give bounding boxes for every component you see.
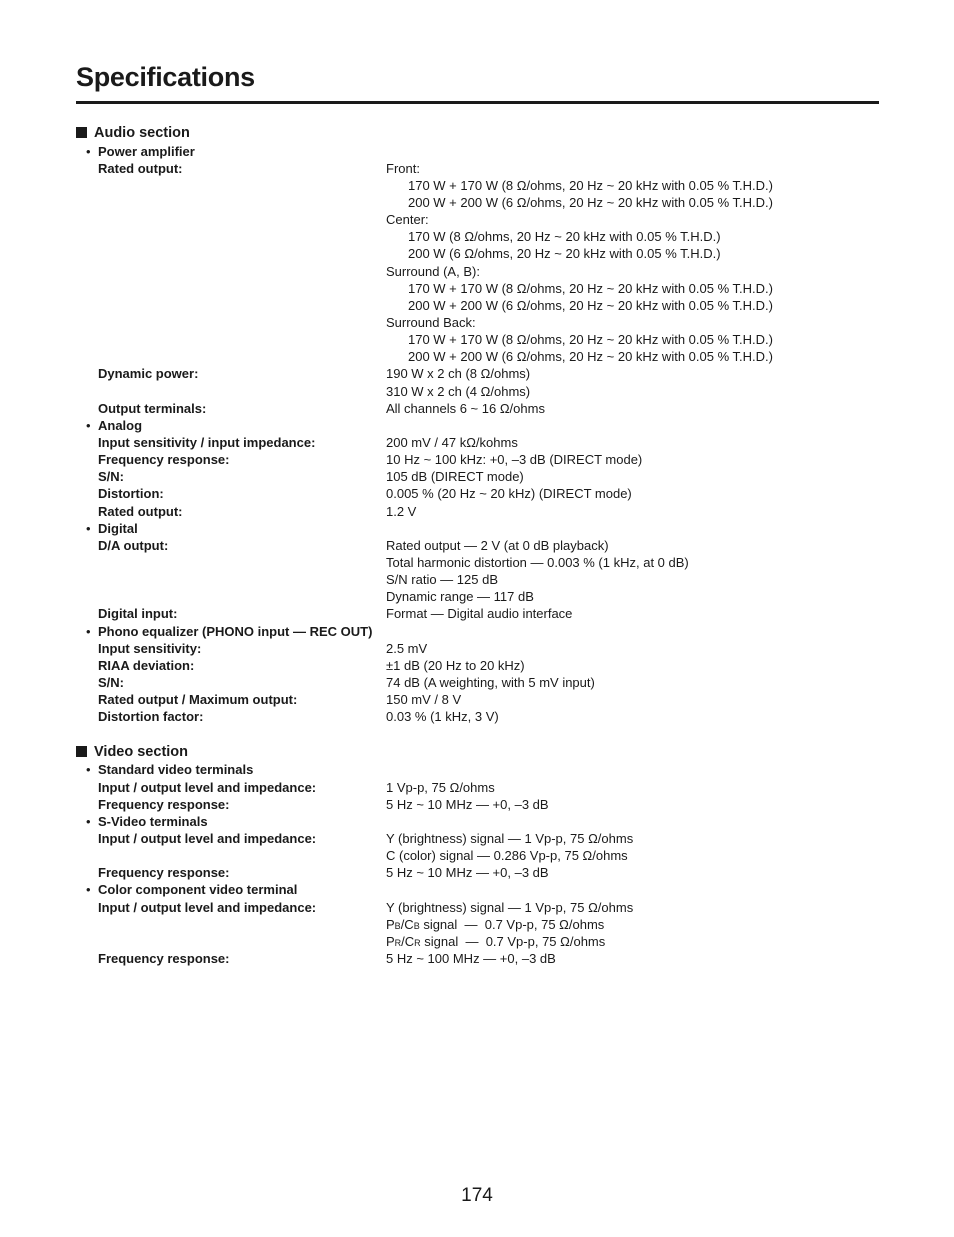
svideo-io-value-1: Y (brightness) signal — 1 Vp-p, 75 Ω/ohms: [386, 831, 634, 846]
standard-io-value: 1 Vp-p, 75 Ω/ohms: [386, 780, 495, 795]
digital-input-label: Digital input:: [98, 606, 178, 621]
audio-section-heading: Audio section: [76, 125, 190, 142]
surround-8ohm-value: 170 W + 170 W (8 Ω/ohms, 20 Hz ~ 20 kHz with 0.05 % T.H.D.): [408, 281, 773, 296]
component-io-value-1: Y (brightness) signal — 1 Vp-p, 75 Ω/ohms: [386, 900, 634, 915]
svideo-freq-label: Frequency response:: [98, 865, 230, 880]
component-pb-value: PB/CB signal — 0.7 Vp-p, 75 Ω/ohms: [386, 917, 605, 932]
output-terminals-label: Output terminals:: [98, 401, 207, 416]
input-sensitivity-value: 200 mV / 47 kΩ/kohms: [386, 435, 518, 450]
center-label: Center:: [386, 212, 429, 227]
analog-rated-output-value: 1.2 V: [386, 504, 417, 519]
frequency-response-label: Frequency response:: [98, 452, 230, 467]
phono-equalizer-heading: Phono equalizer (PHONO input — REC OUT): [98, 624, 373, 639]
component-pr-value: PR/CR signal — 0.7 Vp-p, 75 Ω/ohms: [386, 934, 606, 949]
riaa-deviation-value: ±1 dB (20 Hz to 20 kHz): [386, 658, 525, 673]
svideo-io-value-2: C (color) signal — 0.286 Vp-p, 75 Ω/ohms: [386, 848, 628, 863]
center-8ohm-value: 170 W (8 Ω/ohms, 20 Hz ~ 20 kHz with 0.05 % T.H.D.): [408, 229, 721, 244]
da-output-value-4: Dynamic range — 117 dB: [386, 589, 534, 604]
component-freq-label: Frequency response:: [98, 951, 230, 966]
rated-output-label: Rated output:: [98, 161, 183, 176]
distortion-label: Distortion:: [98, 486, 164, 501]
digital-input-value: Format — Digital audio interface: [386, 606, 573, 621]
analog-heading: Analog: [98, 418, 143, 433]
phono-output-label: Rated output / Maximum output:: [98, 692, 298, 707]
standard-freq-label: Frequency response:: [98, 797, 230, 812]
phono-output-value: 150 mV / 8 V: [386, 692, 462, 707]
bullet-icon: •: [86, 814, 91, 829]
bullet-icon: •: [86, 882, 91, 897]
surround-back-8ohm-value: 170 W + 170 W (8 Ω/ohms, 20 Hz ~ 20 kHz with 0.05 % T.H.D.): [408, 332, 773, 347]
power-amplifier-heading: Power amplifier: [98, 144, 195, 159]
da-output-label: D/A output:: [98, 538, 169, 553]
analog-rated-output-label: Rated output:: [98, 504, 183, 519]
standard-video-heading: Standard video terminals: [98, 762, 254, 777]
output-terminals-value: All channels 6 ~ 16 Ω/ohms: [386, 401, 545, 416]
input-sensitivity-label: Input sensitivity / input impedance:: [98, 435, 316, 450]
surround-back-6ohm-value: 200 W + 200 W (6 Ω/ohms, 20 Hz ~ 20 kHz with 0.05 % T.H.D.): [408, 349, 773, 364]
front-6ohm-value: 200 W + 200 W (6 Ω/ohms, 20 Hz ~ 20 kHz with 0.05 % T.H.D.): [408, 195, 773, 210]
sn-value: 105 dB (DIRECT mode): [386, 469, 524, 484]
riaa-deviation-label: RIAA deviation:: [98, 658, 195, 673]
dynamic-power-value-2: 310 W x 2 ch (4 Ω/ohms): [386, 384, 531, 399]
component-io-label: Input / output level and impedance:: [98, 900, 317, 915]
bullet-icon: •: [86, 144, 91, 159]
bullet-icon: •: [86, 521, 91, 536]
video-section-heading: Video section: [76, 744, 188, 761]
page-title: Specifications: [76, 62, 255, 92]
front-8ohm-value: 170 W + 170 W (8 Ω/ohms, 20 Hz ~ 20 kHz with 0.05 % T.H.D.): [408, 178, 773, 193]
title-rule: [76, 101, 879, 104]
front-label: Front:: [386, 161, 420, 176]
bullet-icon: •: [86, 624, 91, 639]
dynamic-power-value-1: 190 W x 2 ch (8 Ω/ohms): [386, 366, 531, 381]
bullet-icon: •: [86, 762, 91, 777]
phono-sn-value: 74 dB (A weighting, with 5 mV input): [386, 675, 595, 690]
frequency-response-value: 10 Hz ~ 100 kHz: +0, –3 dB (DIRECT mode): [386, 452, 643, 467]
da-output-value-2: Total harmonic distortion — 0.003 % (1 kHz, at 0 dB): [386, 555, 689, 570]
square-bullet-icon: [76, 127, 87, 138]
phono-sensitivity-label: Input sensitivity:: [98, 641, 202, 656]
standard-io-label: Input / output level and impedance:: [98, 780, 317, 795]
distortion-value: 0.005 % (20 Hz ~ 20 kHz) (DIRECT mode): [386, 486, 632, 501]
page-number: 174: [461, 1185, 493, 1206]
phono-sensitivity-value: 2.5 mV: [386, 641, 428, 656]
sn-label: S/N:: [98, 469, 124, 484]
svideo-heading: S-Video terminals: [98, 814, 208, 829]
da-output-value-3: S/N ratio — 125 dB: [386, 572, 498, 587]
svideo-freq-value: 5 Hz ~ 10 MHz — +0, –3 dB: [386, 865, 549, 880]
surround-label: Surround (A, B):: [386, 264, 480, 279]
surround-back-label: Surround Back:: [386, 315, 476, 330]
da-output-value-1: Rated output — 2 V (at 0 dB playback): [386, 538, 609, 553]
phono-distortion-value: 0.03 % (1 kHz, 3 V): [386, 709, 499, 724]
square-bullet-icon: [76, 746, 87, 757]
svideo-io-label: Input / output level and impedance:: [98, 831, 317, 846]
component-video-heading: Color component video terminal: [98, 882, 298, 897]
dynamic-power-label: Dynamic power:: [98, 366, 199, 381]
component-freq-value: 5 Hz ~ 100 MHz — +0, –3 dB: [386, 951, 556, 966]
surround-6ohm-value: 200 W + 200 W (6 Ω/ohms, 20 Hz ~ 20 kHz with 0.05 % T.H.D.): [408, 298, 773, 313]
phono-distortion-label: Distortion factor:: [98, 709, 204, 724]
phono-sn-label: S/N:: [98, 675, 124, 690]
center-6ohm-value: 200 W (6 Ω/ohms, 20 Hz ~ 20 kHz with 0.05 % T.H.D.): [408, 246, 721, 261]
bullet-icon: •: [86, 418, 91, 433]
digital-heading: Digital: [98, 521, 138, 536]
standard-freq-value: 5 Hz ~ 10 MHz — +0, –3 dB: [386, 797, 549, 812]
